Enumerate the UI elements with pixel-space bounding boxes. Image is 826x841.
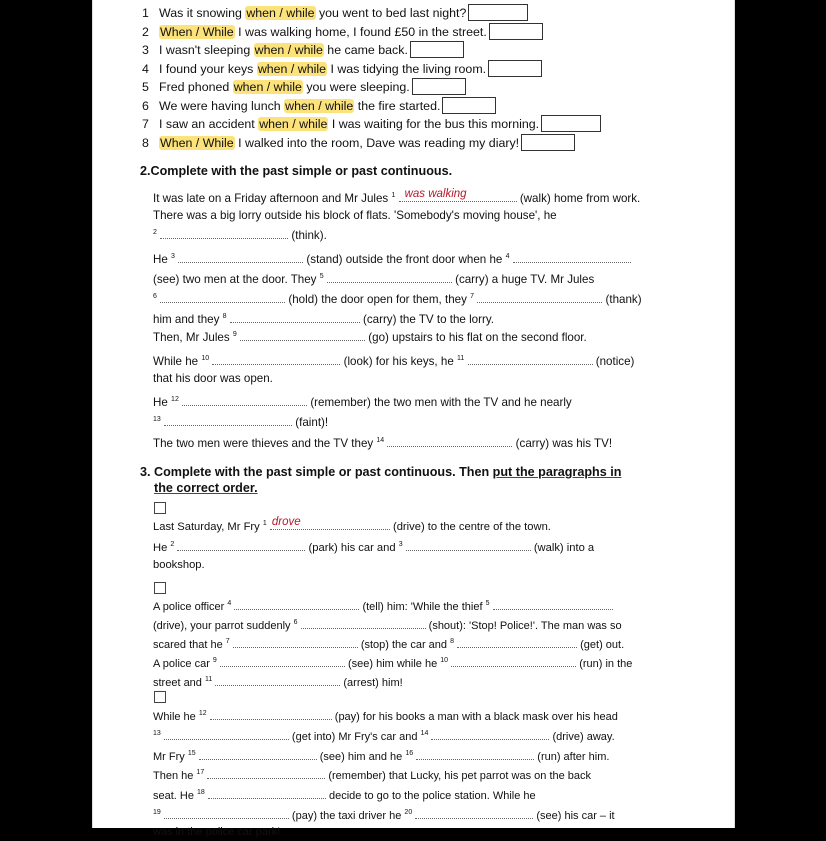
answer-blank-5[interactable]: [327, 271, 452, 283]
sup: 12: [198, 710, 207, 717]
answer-box[interactable]: [410, 41, 464, 58]
answer-blank-2[interactable]: [177, 539, 305, 551]
sup: 1: [262, 520, 267, 527]
answer-blank-8[interactable]: [457, 636, 577, 648]
sup: 10: [440, 657, 449, 664]
ex2-title: 2.Complete with the past simple or past continuous.: [140, 164, 453, 178]
line-number: 2: [142, 24, 149, 39]
sup: 8: [450, 638, 454, 645]
answer-blank-15[interactable]: [199, 748, 317, 760]
answer-blank-3[interactable]: [178, 251, 303, 263]
ex3-paragraph-a: [153, 515, 673, 574]
title-underlined: put the paragraphs in: [492, 465, 622, 479]
text: (park) his car and: [308, 542, 399, 554]
text: He: [153, 542, 171, 554]
line-number: 3: [142, 43, 149, 57]
text: (drive), your parrot suddenly: [153, 620, 294, 632]
line-text: Fred phoned: [159, 80, 233, 94]
text: that his door was open.: [153, 372, 273, 385]
text: (hold) the door open for them, they: [288, 293, 471, 306]
text: (see) him while he: [347, 658, 441, 670]
text: (shout): 'Stop! Police!'. The man was so: [428, 620, 622, 632]
text: (see) him and he: [319, 750, 406, 763]
text: street and: [153, 677, 205, 689]
answer-blank-14[interactable]: [387, 435, 512, 447]
order-checkbox-c[interactable]: [154, 691, 166, 703]
handwritten-answer: was walking: [404, 188, 467, 200]
text: Then, Mr Jules: [153, 331, 233, 344]
answer-blank-11[interactable]: [468, 353, 593, 365]
line-text: I was walking home, I found £50 in the street.: [234, 24, 487, 39]
choice-highlight[interactable]: When / While: [160, 24, 234, 39]
text: (remember) the two men with the TV and he nearly: [310, 396, 572, 409]
answer-box[interactable]: [541, 115, 601, 132]
text: (look) for his keys, he: [343, 355, 457, 368]
sup: 11: [204, 676, 213, 683]
text: (faint)!: [295, 416, 329, 429]
ex2-paragraph-1: [153, 187, 673, 244]
answer-blank-10[interactable]: [212, 353, 340, 365]
text: (stand) outside the front door when he: [306, 253, 506, 266]
sup: 7: [470, 293, 475, 300]
answer-blank-12[interactable]: [210, 708, 332, 720]
text: (think).: [291, 229, 327, 242]
line-text: I found your keys: [159, 61, 257, 76]
sup: 6: [293, 619, 298, 626]
answer-blank-8[interactable]: [230, 311, 360, 323]
answer-blank-13[interactable]: [164, 414, 292, 426]
answer-blank-13[interactable]: [164, 728, 289, 740]
line-text: I was tidying the living room.: [327, 61, 487, 76]
text: (remember) that Lucky, his pet parrot was on the back: [328, 770, 592, 783]
answer-blank-3[interactable]: [406, 539, 531, 551]
answer-blank-10[interactable]: [451, 655, 576, 667]
answer-blank-4[interactable]: [234, 598, 359, 610]
sup: 14: [376, 437, 385, 444]
text: It was late on a Friday afternoon and Mr Jules: [153, 192, 392, 205]
ex1-line-6: [142, 97, 727, 116]
sup: 20: [404, 808, 413, 816]
ex1-line-5: [142, 78, 727, 97]
line-text: you went to bed last night?: [315, 6, 467, 20]
choice-highlight[interactable]: when / while: [246, 6, 315, 20]
line-number: 7: [142, 117, 149, 131]
choice-highlight[interactable]: When / While: [160, 135, 234, 150]
text: (carry) was his TV!: [515, 437, 613, 450]
answer-blank-17[interactable]: [207, 767, 325, 779]
line-text: Was it snowing: [159, 6, 246, 20]
choice-highlight[interactable]: when / while: [254, 43, 323, 57]
text: (walk) home from work. There was a big lorry outside his block of flats. 'Somebody's moving house', he: [153, 192, 641, 222]
line-text: you were sleeping.: [302, 80, 410, 94]
text: decide to go to the police station. While he: [328, 790, 536, 803]
answer-blank-20[interactable]: [415, 807, 533, 819]
line-text: I was waiting for the bus this morning.: [328, 117, 540, 131]
text: (drive) to the centre of the town.: [392, 521, 551, 533]
text: (arrest) him!: [343, 677, 403, 689]
sup: 12: [171, 396, 179, 403]
ex2-paragraph-4: [153, 350, 673, 387]
text: him and they: [153, 313, 223, 326]
line-text: I saw an accident: [159, 117, 259, 131]
text: (tell) him: 'While the thief: [362, 601, 486, 613]
line-text: I walked into the room, Dave was reading my diary!: [234, 135, 520, 150]
text: A police officer: [153, 601, 228, 613]
ex1-line-4: [142, 60, 727, 79]
sup: 1: [391, 192, 396, 199]
sup: 3: [171, 253, 175, 260]
ex1-line-2: [142, 23, 727, 42]
choice-highlight[interactable]: when / while: [257, 61, 326, 76]
ex2-paragraph-2: [153, 248, 673, 328]
text: (run) in the: [579, 658, 633, 670]
line-text: the fire started.: [354, 98, 441, 113]
choice-highlight[interactable]: when / while: [259, 117, 328, 131]
ex2-paragraph-6: [153, 432, 673, 452]
ex2-paragraph-5: [153, 391, 673, 431]
text: (walk) into a: [533, 542, 595, 554]
answer-blank-11[interactable]: [215, 674, 340, 686]
text: (get into) Mr Fry's car and: [291, 730, 421, 743]
text: The two men were thieves and the TV they: [153, 437, 377, 450]
answer-box[interactable]: [521, 134, 575, 151]
text: Mr Fry: [153, 750, 188, 763]
text: (pay) for his books a man with a black mask over his head: [334, 711, 618, 723]
text: (pay) the taxi driver he: [291, 809, 405, 822]
sup: 14: [420, 729, 429, 737]
text: scared that he: [153, 639, 226, 651]
ex1-line-3: [142, 41, 727, 60]
answer-box[interactable]: [468, 4, 528, 21]
sup: 5: [319, 273, 324, 280]
answer-blank-12[interactable]: [182, 394, 307, 406]
text: was in the police car park!: [153, 825, 281, 838]
choice-highlight[interactable]: when / while: [233, 80, 302, 94]
handwritten-answer: drove: [271, 516, 301, 528]
text: (get) out.: [580, 639, 625, 651]
answer-blank-5[interactable]: [493, 598, 613, 610]
answer-blank-1[interactable]: [270, 518, 390, 530]
line-number: 5: [142, 80, 149, 94]
line-text: he came back.: [323, 43, 408, 57]
text: (carry) a huge TV. Mr Jules: [455, 273, 595, 286]
text: (see) two men at the door. They: [153, 273, 320, 286]
sup: 13: [153, 729, 161, 737]
sup: 3: [398, 541, 403, 548]
sup: 4: [227, 600, 232, 607]
text: (drive) away.: [552, 730, 615, 743]
answer-blank-16[interactable]: [416, 748, 534, 760]
answer-blank-9[interactable]: [240, 329, 365, 341]
ex3-paragraph-b: [153, 596, 673, 691]
exercise-1: [142, 4, 727, 152]
ex3-paragraph-c: [153, 706, 673, 841]
sup: 8: [222, 313, 227, 320]
ex1-line-1: [142, 4, 727, 23]
order-checkbox-a[interactable]: [154, 502, 166, 514]
choice-highlight[interactable]: when / while: [285, 98, 354, 113]
answer-blank-4[interactable]: [513, 251, 631, 263]
order-checkbox-b[interactable]: [154, 582, 166, 594]
text: While he: [153, 355, 202, 368]
text: While he: [153, 711, 199, 723]
answer-box[interactable]: [488, 60, 542, 77]
line-number: 1: [142, 6, 149, 20]
sup: 13: [153, 416, 161, 423]
sup: 18: [197, 789, 205, 797]
answer-blank-9[interactable]: [220, 655, 345, 667]
ex1-line-7: [142, 115, 727, 134]
title-underlined: the correct order.: [154, 481, 258, 495]
text: (see) his car – it: [536, 809, 615, 822]
answer-blank-19[interactable]: [164, 807, 289, 819]
line-text: We were having lunch: [159, 98, 285, 113]
line-text: I wasn't sleeping: [159, 43, 254, 57]
sup: 9: [212, 657, 217, 664]
text: (carry) the TV to the lorry.: [362, 313, 494, 326]
line-number: 4: [142, 61, 149, 76]
answer-box[interactable]: [489, 23, 543, 40]
answer-blank-6[interactable]: [160, 291, 285, 303]
answer-blank-2[interactable]: [160, 227, 288, 239]
answer-blank-6[interactable]: [301, 617, 426, 629]
sup: 17: [196, 769, 205, 777]
sup: 2: [153, 229, 157, 236]
sup: 2: [170, 541, 175, 548]
ex3-title: [140, 464, 680, 496]
text: A police car: [153, 658, 213, 670]
text: Then he: [153, 770, 197, 783]
answer-blank-14[interactable]: [431, 728, 549, 740]
ex2-paragraph-3: [153, 326, 673, 346]
ex1-line-8: [142, 134, 727, 153]
text: He: [153, 253, 172, 266]
text: (notice): [595, 355, 635, 368]
text: (run) after him.: [537, 750, 610, 763]
sup: 7: [225, 638, 230, 645]
answer-blank-18[interactable]: [208, 787, 326, 799]
answer-blank-7[interactable]: [233, 636, 358, 648]
sup: 16: [405, 749, 414, 757]
sup: 5: [485, 600, 490, 607]
sup: 15: [187, 749, 196, 757]
text: Last Saturday, Mr Fry: [153, 521, 263, 533]
line-number: 6: [142, 98, 149, 113]
sup: 6: [153, 293, 157, 300]
answer-blank-1[interactable]: [399, 190, 517, 202]
sup: 10: [201, 355, 210, 362]
sup: 19: [153, 808, 161, 816]
text: seat. He: [153, 790, 198, 803]
text: bookshop.: [153, 559, 205, 571]
text: He: [153, 396, 172, 409]
sup: 9: [232, 331, 237, 338]
sup: 4: [505, 253, 510, 260]
line-number: 8: [142, 135, 149, 150]
answer-blank-7[interactable]: [477, 291, 602, 303]
answer-box[interactable]: [442, 97, 496, 114]
text: (stop) the car and: [360, 639, 451, 651]
answer-box[interactable]: [412, 78, 466, 95]
text: (go) upstairs to his flat on the second floor.: [368, 331, 587, 344]
text: (thank): [605, 293, 642, 306]
sup: 11: [457, 355, 465, 362]
worksheet-page: [92, 0, 735, 838]
title-text: 3. Complete with the past simple or past continuous. Then: [140, 465, 493, 479]
